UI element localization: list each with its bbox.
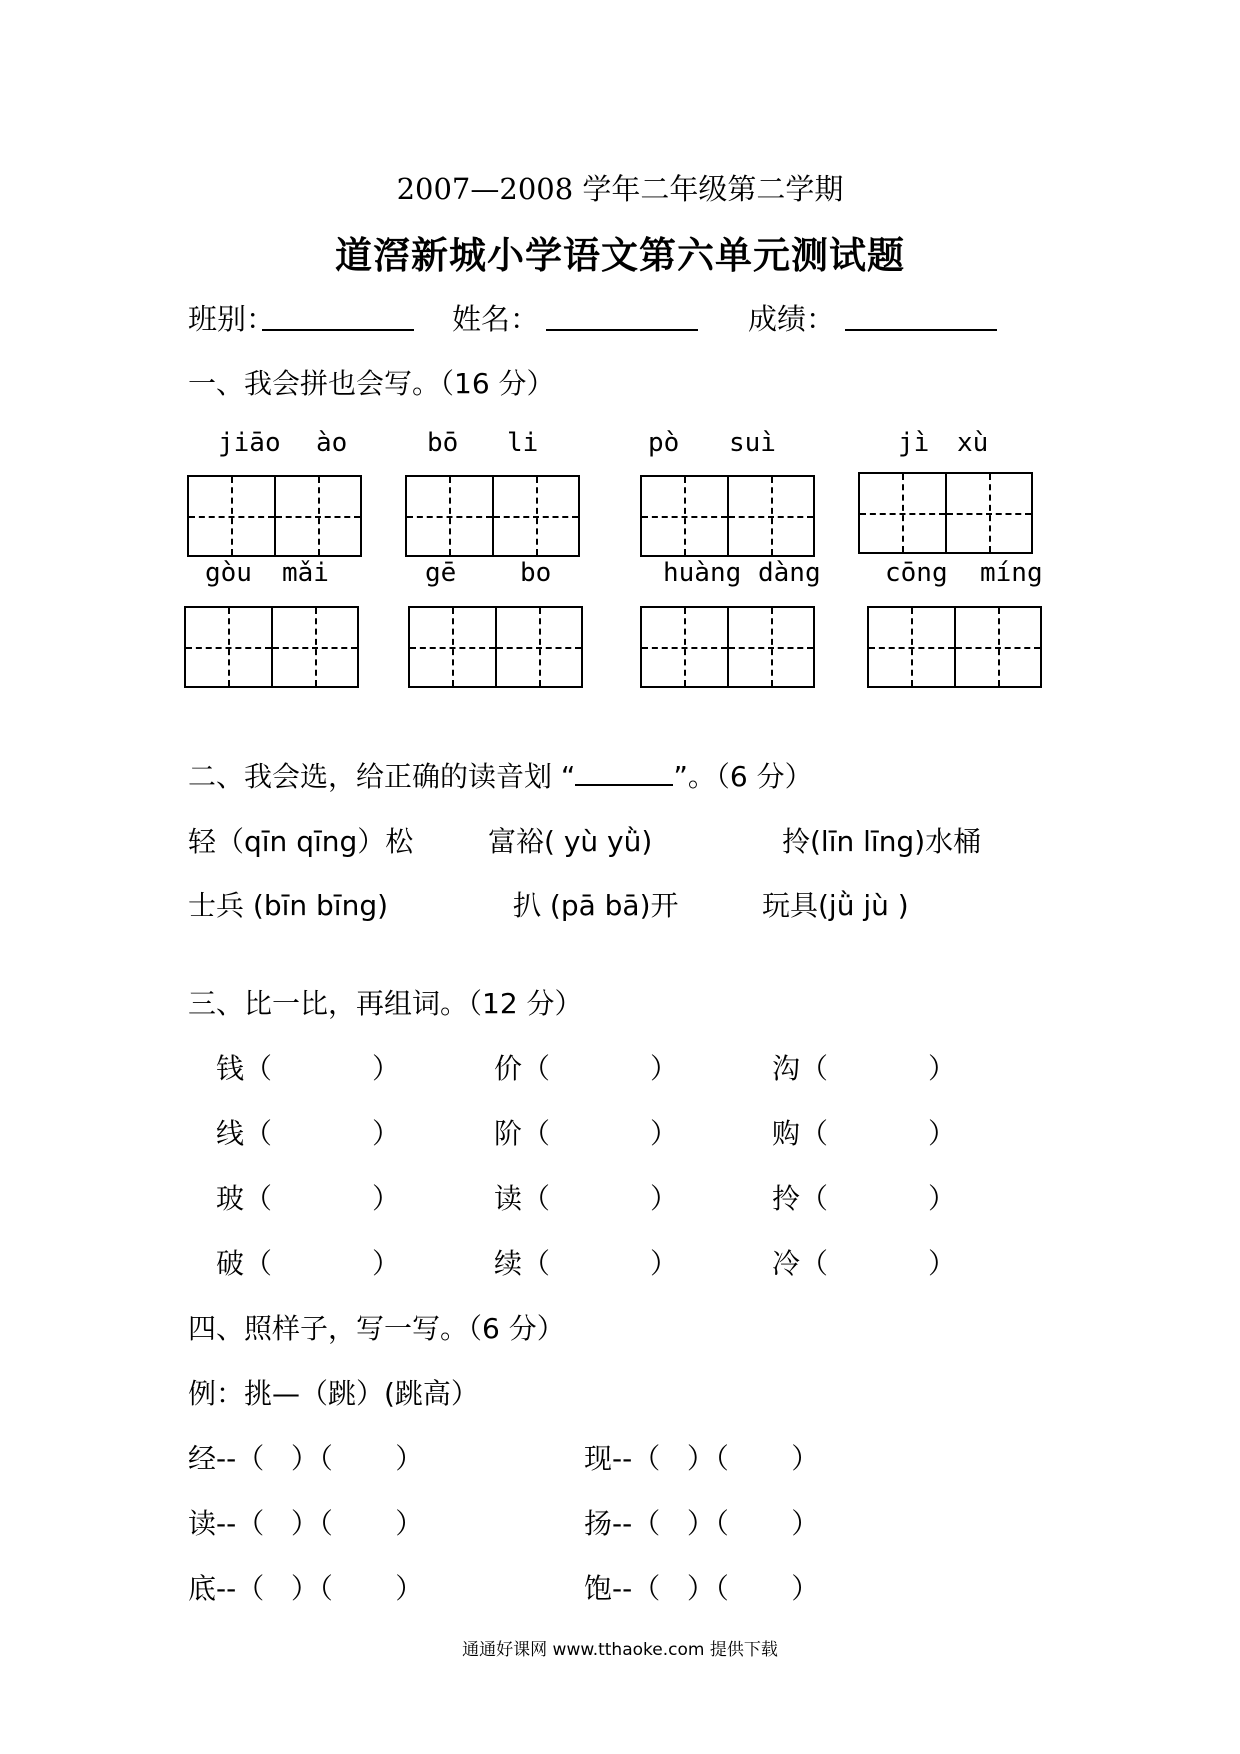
section-4-heading: 四、照样子，写一写。（6 分）	[188, 1312, 565, 1345]
pronunciation-choice[interactable]: 扒 (pā bā)开	[513, 889, 679, 922]
pinyin: gē	[425, 558, 457, 588]
pinyin: jì	[898, 428, 930, 458]
compare-item	[494, 1112, 678, 1152]
compare-item	[216, 1177, 400, 1217]
pinyin: xù	[957, 428, 989, 458]
answer-pattern: （ ）（ ）	[632, 1572, 820, 1605]
class-label: 班别：	[188, 302, 276, 336]
writing-grid[interactable]	[640, 475, 815, 557]
pronunciation-choice[interactable]: 拎(līn līng)水桶	[782, 825, 982, 858]
character: 钱	[216, 1052, 245, 1085]
pinyin: jiāo	[218, 428, 281, 458]
semester-line: 2007—2008 学年二年级第二学期	[396, 172, 844, 206]
answer-pattern: （ ）（ ）	[632, 1442, 820, 1475]
pinyin: bō	[427, 428, 459, 458]
open-paren: （	[522, 1117, 551, 1150]
open-paren: （	[522, 1247, 551, 1280]
close-paren: ）	[650, 1182, 679, 1215]
compare-item	[772, 1177, 956, 1217]
open-paren: （	[800, 1247, 829, 1280]
writing-grid[interactable]	[858, 472, 1033, 554]
exercise-item	[188, 1502, 423, 1542]
compare-item	[216, 1047, 400, 1087]
open-paren: （	[244, 1117, 273, 1150]
score-label: 成绩：	[748, 302, 836, 336]
character: 读--	[188, 1507, 237, 1540]
compare-item	[494, 1177, 678, 1217]
pinyin: li	[507, 428, 539, 458]
character: 经--	[188, 1442, 237, 1475]
close-paren: ）	[372, 1117, 401, 1150]
pinyin: ào	[316, 428, 348, 458]
answer-pattern: （ ）（ ）	[236, 1442, 424, 1475]
close-paren: ）	[650, 1052, 679, 1085]
pinyin: cōng	[885, 558, 948, 588]
close-paren: ）	[928, 1247, 957, 1280]
character: 阶	[494, 1117, 523, 1150]
pinyin: bo	[520, 558, 552, 588]
writing-grid[interactable]	[184, 606, 359, 688]
character: 续	[494, 1247, 523, 1280]
character: 线	[216, 1117, 245, 1150]
character: 读	[494, 1182, 523, 1215]
close-paren: ）	[372, 1052, 401, 1085]
pinyin: dàng	[758, 558, 821, 588]
answer-pattern: （ ）（ ）	[236, 1507, 424, 1540]
exercise-item	[584, 1567, 819, 1607]
writing-grid[interactable]	[867, 606, 1042, 688]
name-blank[interactable]	[546, 329, 698, 331]
open-paren: （	[800, 1182, 829, 1215]
writing-grid[interactable]	[187, 475, 362, 557]
compare-item	[494, 1242, 678, 1282]
character: 扬--	[584, 1507, 633, 1540]
compare-item	[216, 1242, 400, 1282]
pinyin: gòu	[205, 558, 252, 588]
section-1-heading: 一、我会拼也会写。（16 分）	[188, 367, 555, 400]
open-paren: （	[800, 1052, 829, 1085]
pinyin: mǎi	[282, 558, 329, 588]
close-paren: ）	[928, 1117, 957, 1150]
open-paren: （	[244, 1247, 273, 1280]
pronunciation-choice[interactable]: 士兵 (bīn bīng)	[188, 889, 389, 922]
writing-grid[interactable]	[405, 475, 580, 557]
example-line: 例：挑—（跳）(跳高）	[188, 1377, 479, 1410]
exercise-item	[584, 1437, 819, 1477]
character: 现--	[584, 1442, 633, 1475]
close-paren: ）	[650, 1247, 679, 1280]
character: 饱--	[584, 1572, 633, 1605]
pinyin: suì	[729, 428, 776, 458]
section-2-heading-score: ”。（6 分）	[673, 760, 813, 793]
character: 底--	[188, 1572, 237, 1605]
compare-item	[772, 1047, 956, 1087]
pronunciation-choice[interactable]: 富裕( yù yǜ)	[488, 825, 653, 858]
writing-grid[interactable]	[640, 606, 815, 688]
close-paren: ）	[928, 1052, 957, 1085]
pinyin: pò	[648, 428, 680, 458]
close-paren: ）	[372, 1247, 401, 1280]
underline-sample	[575, 760, 673, 786]
name-label: 姓名：	[452, 302, 540, 336]
close-paren: ）	[650, 1117, 679, 1150]
page-title: 道滘新城小学语文第六单元测试题	[335, 233, 905, 277]
character: 冷	[772, 1247, 801, 1280]
pinyin: míng	[980, 558, 1043, 588]
exercise-item	[188, 1437, 423, 1477]
footer-credit: 通通好课网 www.tthaoke.com 提供下载	[462, 1640, 778, 1660]
open-paren: （	[244, 1182, 273, 1215]
class-blank[interactable]	[262, 329, 414, 331]
compare-item	[216, 1112, 400, 1152]
section-3-heading: 三、比一比，再组词。（12 分）	[188, 987, 583, 1020]
compare-item	[772, 1242, 956, 1282]
open-paren: （	[244, 1052, 273, 1085]
answer-pattern: （ ）（ ）	[632, 1507, 820, 1540]
open-paren: （	[800, 1117, 829, 1150]
pronunciation-choice[interactable]: 玩具(jǜ jù )	[762, 889, 909, 922]
character: 玻	[216, 1182, 245, 1215]
open-paren: （	[522, 1052, 551, 1085]
open-paren: （	[522, 1182, 551, 1215]
character: 价	[494, 1052, 523, 1085]
close-paren: ）	[372, 1182, 401, 1215]
pronunciation-choice[interactable]: 轻（qīn qīng）松	[188, 825, 414, 858]
exercise-item	[188, 1567, 423, 1607]
pinyin: huàng	[663, 558, 742, 588]
compare-item	[772, 1112, 956, 1152]
section-2-heading-text: 二、我会选，给正确的读音划 “	[188, 760, 576, 793]
answer-pattern: （ ）（ ）	[236, 1572, 424, 1605]
close-paren: ）	[928, 1182, 957, 1215]
character: 拎	[772, 1182, 801, 1215]
score-blank[interactable]	[845, 329, 997, 331]
compare-item	[494, 1047, 678, 1087]
character: 购	[772, 1117, 801, 1150]
exercise-item	[584, 1502, 819, 1542]
writing-grid[interactable]	[408, 606, 583, 688]
character: 破	[216, 1247, 245, 1280]
section-2-heading	[188, 755, 813, 795]
character: 沟	[772, 1052, 801, 1085]
